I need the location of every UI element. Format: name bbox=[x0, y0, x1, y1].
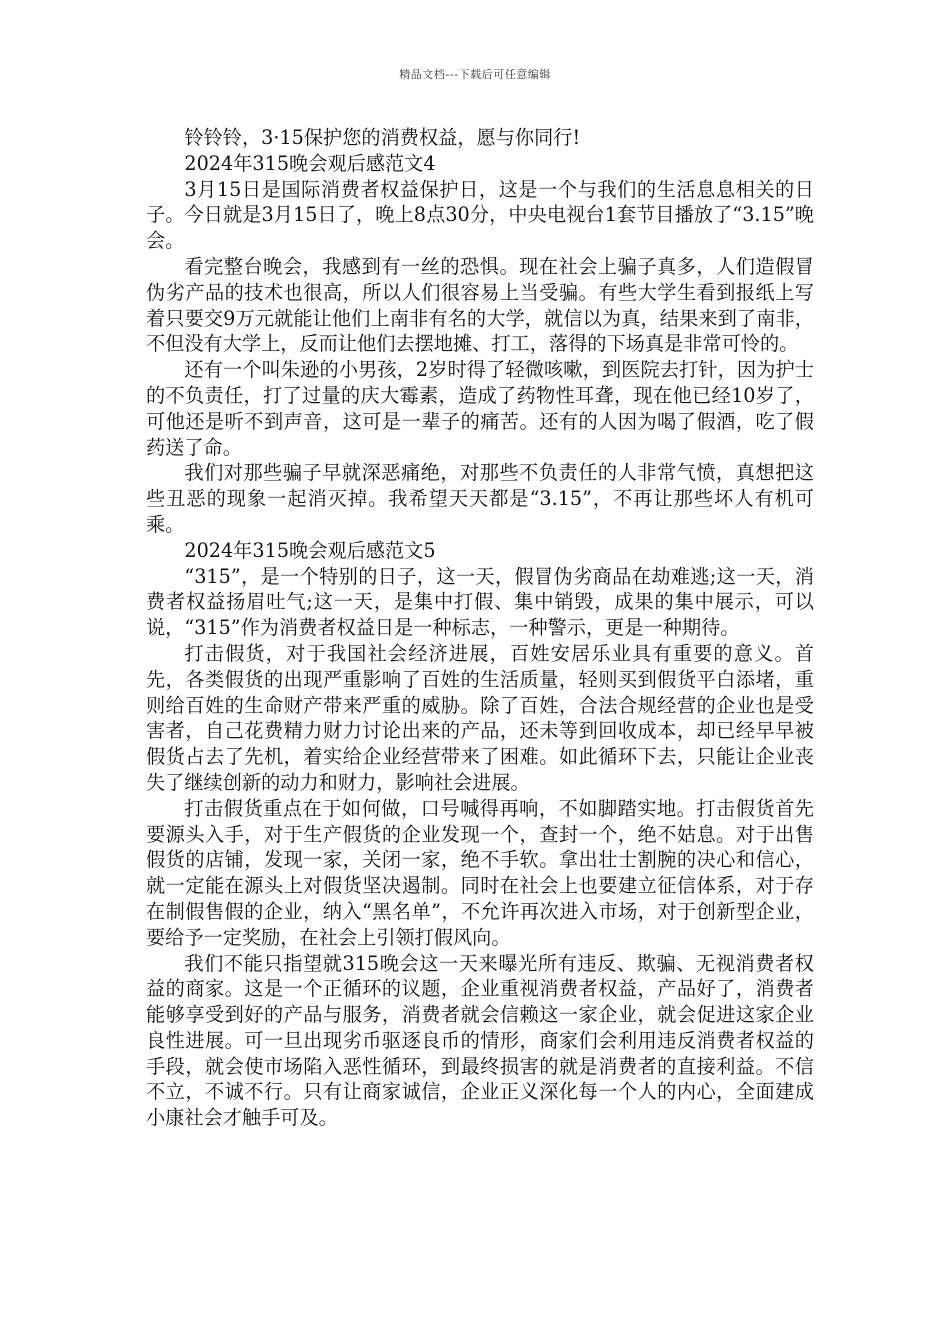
paragraph-closing-line: 铃铃铃，3·15保护您的消费权益，愿与你同行! bbox=[184, 126, 581, 149]
paragraph: 我们不能只指望就315晚会这一天来曝光所有违反、欺骗、无视消费者权益的商家。这是一个正循环的议题，企业重视消费者权益，产品好了，消费者能够享受到好的产品与服务，消费者就会信赖这一家企业，就会促进这家企业良性进展。可一旦出现劣币驱逐良币的情形，商家们会利用违反消费者权益的手段，就会使市场陷入恶性循环，到最终损害的就是消费者的直接利益。不信不立，不诚不行。只有让商家诚信，企业正义深化每一个人的内心，全面建成小康社会才触手可及。 bbox=[146, 951, 814, 1130]
document-body bbox=[146, 125, 814, 1131]
paragraph: 打击假货重点在于如何做，口号喊得再响，不如脚踏实地。打击假货首先要源头入手，对于生产假货的企业发现一个，查封一个，绝不姑息。对于出售假货的店铺，发现一家，关闭一家，绝不手软。拿出壮士割腕的决心和信心，就一定能在源头上对假货坚决遏制。同时在社会上也要建立征信体系，对于存在制假售假的企业，纳入“黑名单”，不允许再次进入市场，对于创新型企业，要给予一定奖励，在社会上引领打假风向。 bbox=[146, 796, 814, 949]
paragraph: 还有一个叫朱逊的小男孩，2岁时得了轻微咳嗽，到医院去打针，因为护士的不负责任，打了过量的庆大霉素，造成了药物性耳聋，现在他已经10岁了，可他还是听不到声音，这可是一辈子的痛苦。还有的人因为喝了假酒，吃了假药送了命。 bbox=[146, 358, 814, 459]
section-title-essay-5: 2024年315晚会观后感范文5 bbox=[184, 538, 436, 562]
section-title-essay-4: 2024年315晚会观后感范文4 bbox=[184, 151, 436, 175]
page-header: 精品文档---下载后可任意编辑 bbox=[399, 68, 551, 81]
paragraph: 3月15日是国际消费者权益保护日，这是一个与我们的生活息息相关的日子。今日就是3月15日了，晚上8点30分，中央电视台1套节目播放了“3.15”晚会。 bbox=[146, 177, 814, 253]
paragraph: “315”，是一个特别的日子，这一天，假冒伪劣商品在劫难逃;这一天，消费者权益扬眉吐气;这一天，是集中打假、集中销毁，成果的集中展示，可以说，“315”作为消费者权益日是一种标志，一种警示，更是一种期待。 bbox=[146, 564, 814, 640]
paragraph: 我们对那些骗子早就深恶痛绝，对那些不负责任的人非常气愤，真想把这些丑恶的现象一起消灭掉。我希望天天都是“3.15”，不再让那些坏人有机可乘。 bbox=[146, 461, 814, 536]
paragraph: 打击假货，对于我国社会经济进展，百姓安居乐业具有重要的意义。首先，各类假货的出现严重影响了百姓的生活质量，轻则买到假货平白添堵，重则给百姓的生命财产带来严重的威胁。除了百姓，合法合规经营的企业也是受害者，自己花费精力财力讨论出来的产品，还未等到回收成本，却已经早早被假货占去了先机，着实给企业经营带来了困难。如此循环下去，只能让企业丧失了继续创新的动力和财力，影响社会进展。 bbox=[146, 641, 814, 794]
paragraph: 看完整台晚会，我感到有一丝的恐惧。现在社会上骗子真多，人们造假冒伪劣产品的技术也很高，所以人们很容易上当受骗。有些大学生看到报纸上写着只要交9万元就能让他们上南非有名的大学，就信以为真，结果来到了南非，不但没有大学上，反而让他们去摆地摊、打工，落得的下场真是非常可怜的。 bbox=[146, 254, 814, 356]
